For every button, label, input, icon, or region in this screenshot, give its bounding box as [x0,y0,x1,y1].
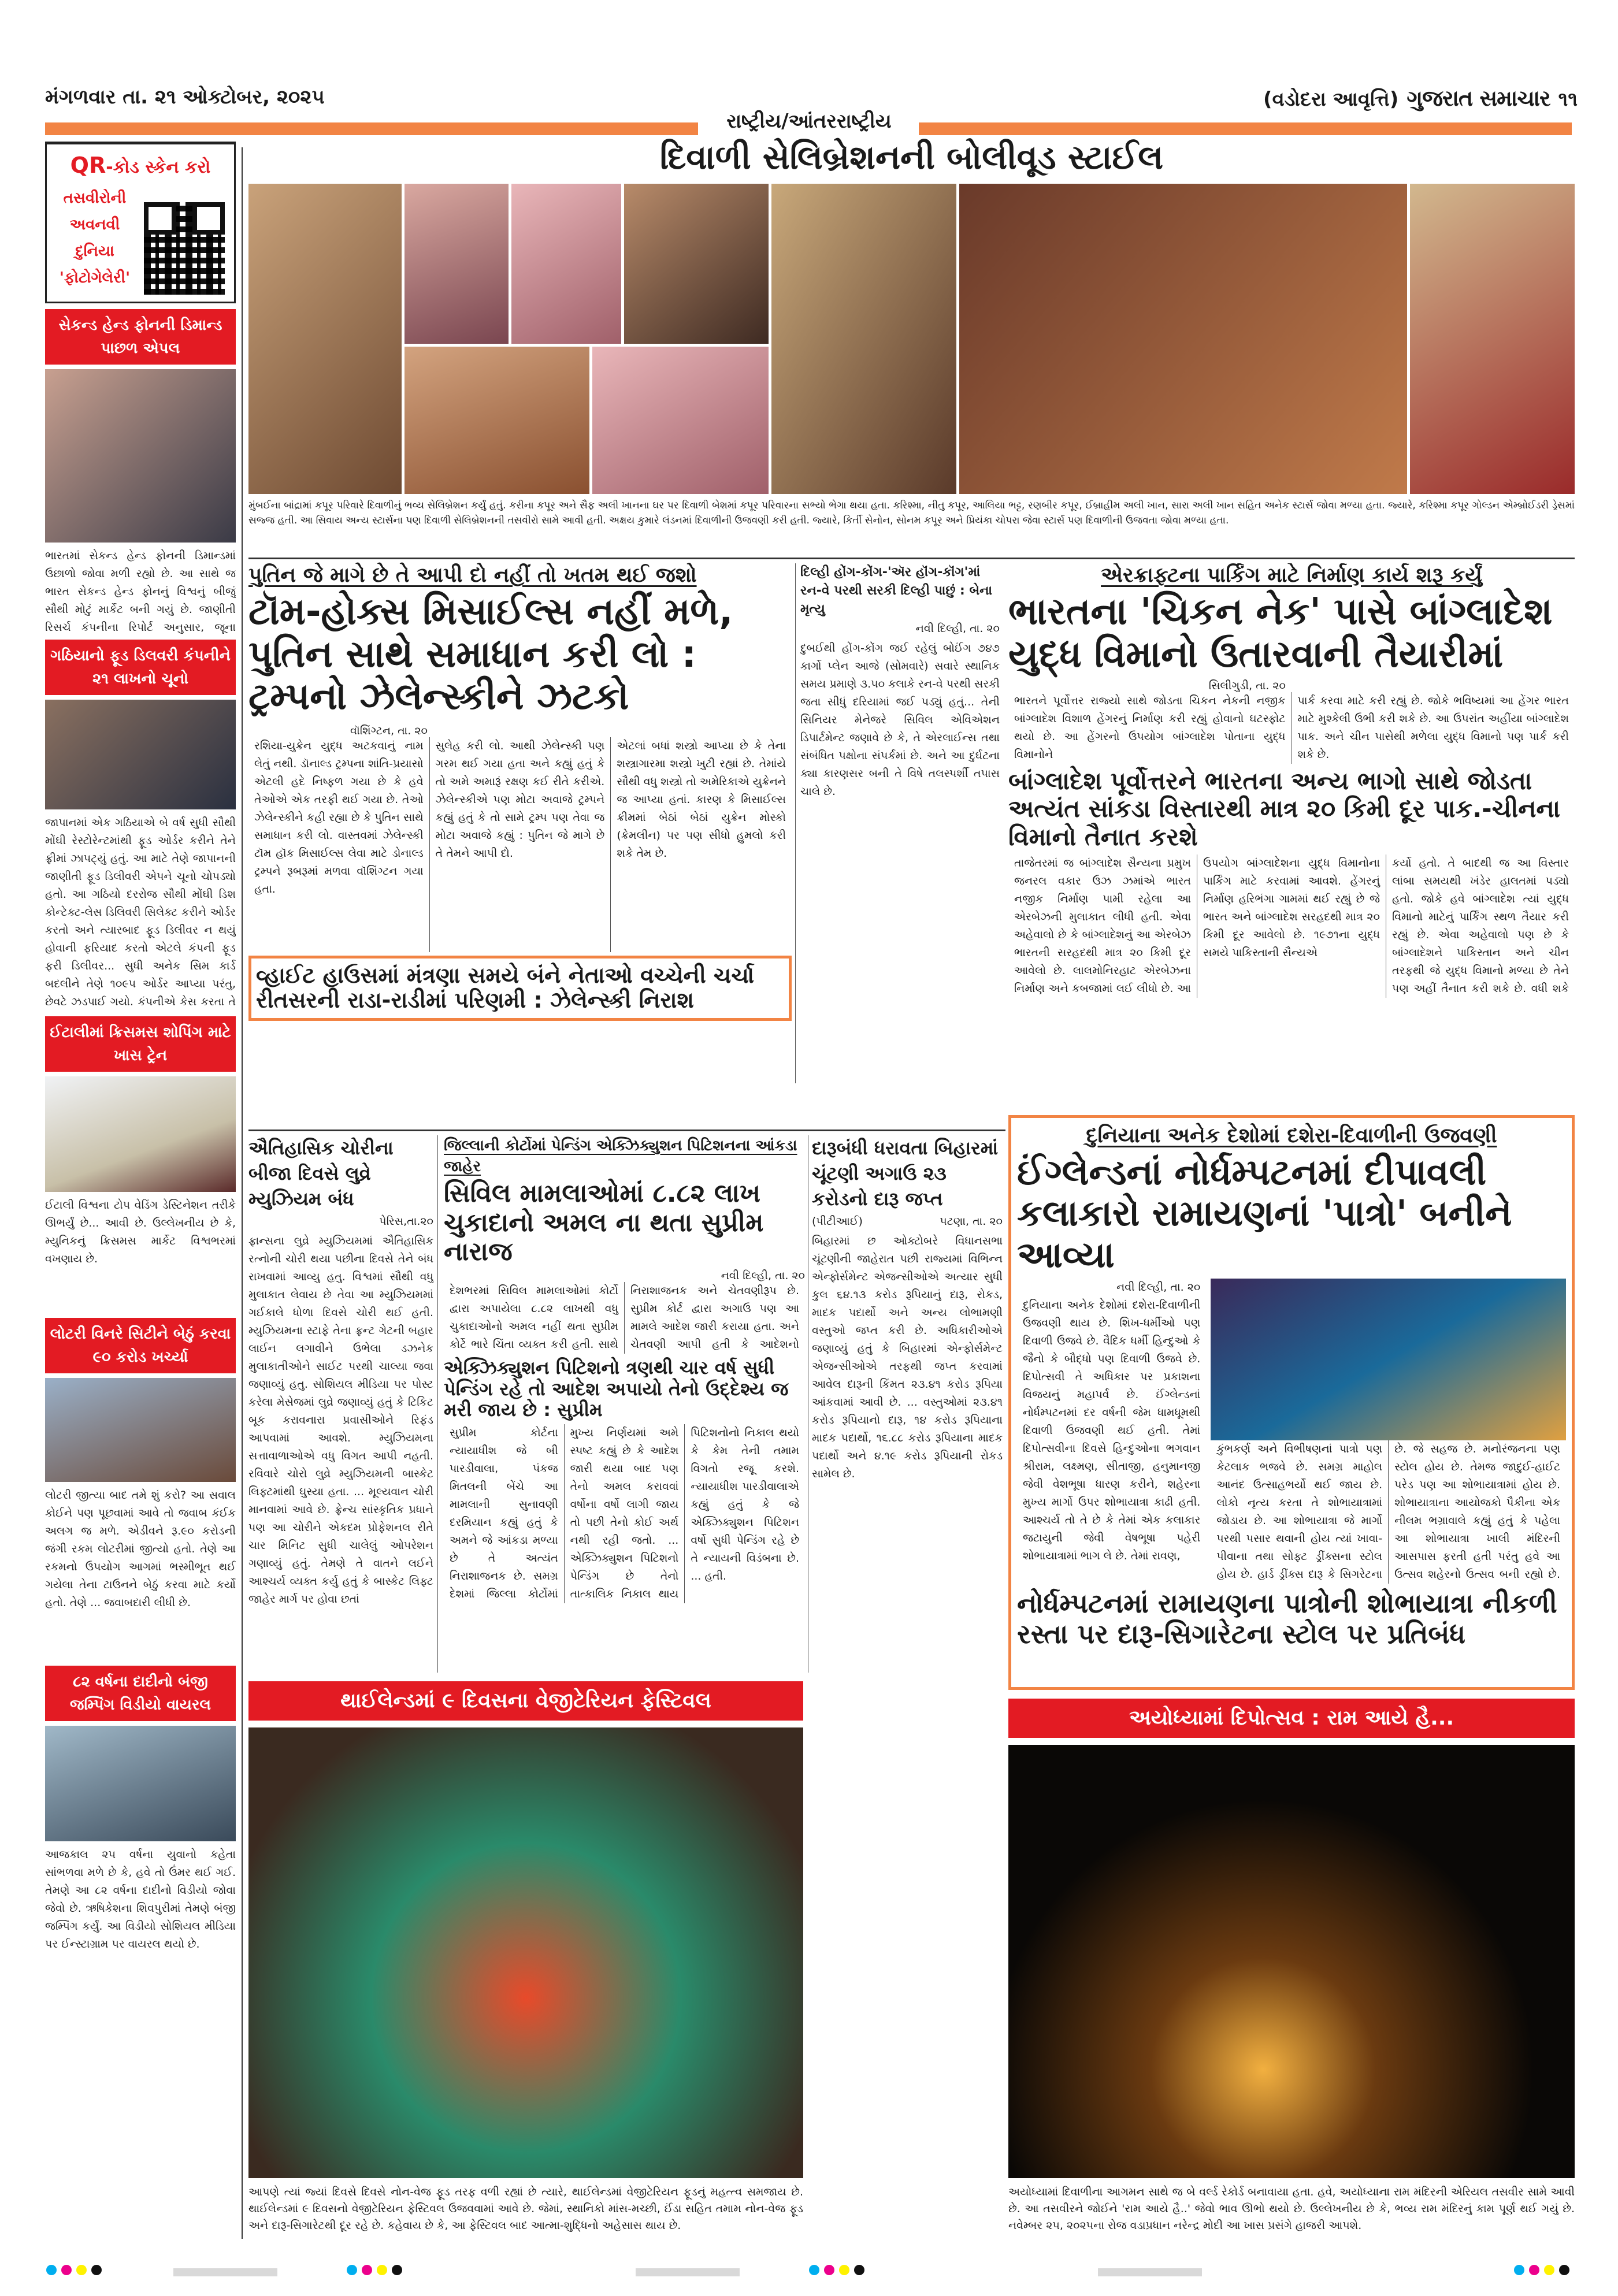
edition-label: (વડોદરા આવૃત્તિ) [1263,88,1399,111]
iphone-photo [45,369,236,543]
column-divider [437,1135,438,1673]
celebrity-photo [1410,184,1575,494]
cyan-dot [347,2265,357,2275]
article-headline: ટૉમ-હોક્સ મિસાઈલ્સ નહીં મળે, પુતિન સાથે સમાધાન કરી લો : ટ્રમ્પનો ઝેલેન્સ્કીને ઝટકો [248,590,733,719]
sidebar-story-text: ભારતમાં સેકન્ડ હેન્ડ ફોનની ડિમાન્ડમાં ઉછાળો જોવા મળી રહ્યો છે. આ સાથે જ ભારત સેકન્ડ હેન્ડ ફોનનું વિશ્વનું બીજું સૌથી મોટું માર્કેટ બની ગયું છે. જાણીતી રિસર્ચ કંપનીના રિપોર્ટ અનુસાર, જૂના [45,549,236,634]
article-subhead: એક્ઝિક્યુશન પિટિશનો ત્રણથી ચાર વર્ષ સુધી પેન્ડિંગ રહે તો આદેશ અપાયો તેનો ઉદ્દેશ્ય જ મરી જાય છે : સુપ્રીમ [444,1356,789,1421]
color-registration-marks [1514,2265,1569,2275]
article-column: કુંભકર્ણ અને વિભીષણનાં પાત્રો પણ કેટલાક ભજવે છે. સમગ્ર માહોલ આનંદ ઉત્સાહભર્યો થઈ જાય છે. લોકો નૃત્ય કરતા તે શોભાયાત્રામાં જોડાય છે. આ શોભાયાત્રા જે માર્ગો પરથી પસાર થવાની હોય ત્યાં ખાવા-પીવાના તથા સોફ્ટ ડ્રીંક્સના સ્ટોલ હોય છે. હાર્ડ ડ્રીંક્સ દારૂ કે સિગરેટના [1216,1442,1383,1581]
ram-mandir-aerial-photo [1008,1745,1575,2178]
black-dot [1559,2265,1569,2275]
yellow-dot [1544,2265,1554,2275]
article-kicker: દુનિયાના અનેક દેશોમાં દશેરા-દિવાળીની ઉજવણી [1086,1124,1497,1147]
yellow-dot [839,2265,849,2275]
putin-article [248,563,792,1021]
black-dot [392,2265,402,2275]
court-article [444,1135,805,1673]
bangladesh-article [1008,563,1575,1109]
sidebar-headline: સેકન્ડ હેન્ડ ફોનની ડિમાન્ડ પાછળ એપલ [45,309,236,365]
kapoor-family-photo [959,184,1407,494]
qr-text: તસવીરોની અવનવી દુનિયા 'ફોટોગેલેરી' [59,190,131,287]
celebrity-photo [404,347,589,494]
article-column: કર્યો હતો. તે બાદથી જ આ વિસ્તાર લાંબા સમયથી ખંડેર હાલતમાં પડ્યો હતો. જોકે હવે બાંગ્લાદેશ ત્યાં યુદ્ધ વિમાનો માટેનું પાર્કિંગ સ્થળ તૈયાર કરી રહ્યું છે. એવા અહેવાલો પણ છે કે બાંગ્લાદેશને પાકિસ્તાન અને ચીન તરફથી જે યુદ્ધ વિમાનો મળ્યા છે તેને પણ અહીં તૈનાત કરી શકે છે. વધી શકે [1386,855,1575,998]
sidebar-story-text: આજકાલ ૨૫ વર્ષના યુવાનો કહેતા સાંભળવા મળે છે કે, હવે તો ઉંમર થઈ ગઈ. તેમણે આ ૮૨ વર્ષના દાદીનો વિડીયો જોવા જેવો છે. ઋષિકેશના શિવપુરીમાં તેમણે બંજી જમ્પિંગ કર્યું. આ વિડીયો સોશિયલ મીડિયા પર ઈન્સ્ટાગ્રામ પર વાયરલ થયો છે. [45,1848,236,1951]
dateline: નવી દિલ્હી, તા. ૨૦ [915,622,1000,635]
yellow-dot [76,2265,87,2275]
qr-title: QR-કોડ સ્કેન કરો [70,153,211,178]
article-column: પાર્ક કરવા માટે કરી રહ્યું છે. જોકે ભવિષ્યમાં આ હેંગર ભારત માટે મુશ્કેલી ઉભી કરી શકે છે. આ ઉપરાંત અહીંયા બાંગ્લાદેશ પાક. અને ચીન પાસેથી મળેલા યુદ્ધ વિમાનો પણ પાર્ક કરી શકે છે. [1292,692,1575,764]
article-headline: ભારતના 'ચિકન નેક' પાસે બાંગ્લાદેશ યુદ્ધ વિમાનો ઉતારવાની તૈયારીમાં [1008,590,1553,676]
northampton-article [1008,1115,1575,1690]
dateline: નવી દિલ્હી, તા. ૨૦ [721,1269,805,1282]
article-column: દેશભરમાં સિવિલ મામલાઓમાં કોર્ટો દ્વારા અપાયેલા ૮.૮૨ લાખથી વધુ ચુકાદાઓનો અમલ નહીં થતા સુપ્રીમ કોર્ટે ભારે ચિંતા વ્યક્ત કરી હતી. સાથે [450,1284,618,1351]
article-columns [248,737,792,952]
article-columns [1008,855,1575,998]
dateline: પેરિસ,તા.૨૦ [379,1215,433,1228]
article-column: રશિયા-યુક્રેન યુદ્ધ અટકવાનું નામ લેતું નથી. ડૉનાલ્ડ ટ્રમ્પના શાંતિ-પ્રયાસો એટલી હદે નિષ્ફળ ગયા છે કે હવે તેઓએ એક તરફી થઈ ગયા છે. તેઓ ઝેલેન્સ્કીને કહી રહ્યા છે કે પુતિન સાથે સમાધાન કરી લો. વાસ્તવમાં ઝેલેન્સ્કી ટૉમ હૉક મિસાઈલ્સ લેવા માટે ડોનાલ્ડ ટ્રમ્પને રૂબરૂમાં મળવા વૉશિંગ્ટન ગયા હતા. [254,739,424,896]
column-divider [242,147,243,2239]
dateline-row [812,1215,1003,1228]
left-sidebar [45,142,236,1973]
magenta-dot [824,2265,834,2275]
newspaper-name: ગુજરાત સમાચાર [1407,86,1550,111]
sidebar-headline: ૮૨ વર્ષના દાદીનો બંજી જમ્પિંગ વિડીયો વાયરલ [45,1666,236,1721]
header-rule-right [919,122,1572,135]
thailand-caption: આપણે ત્યાં જ્યાં દિવસે દિવસે નોન-વેજ ફૂડ તરફ વળી રહ્યાં છે ત્યારે, થાઈલેન્ડમાં વેજીટેરિયન ફૂડનું મહત્ત્વ સમજાય છે. થાઈલેન્ડમાં ૯ દિવસનો વેજીટેરિયન ફેસ્ટિવલ ઉજવવામાં આવે છે. જેમાં, સ્થાનિકો માંસ-મચ્છી, ઈંડા સહિત તમામ નોન-વેજ ફૂડ અને દારૂ-સિગારેટથી દૂર રહે છે. કહેવાય છે કે, આ ફેસ્ટિવલ બાદ આત્મા-શુદ્ધિનો અહેસાસ થાય છે. [248,2186,803,2232]
page-number: ૧૧ [1558,88,1578,111]
sidebar-headline: લોટરી વિનરે સિટીને બેઠું કરવા ૯૦ કરોડ ખર્ચ્યા [45,1318,236,1373]
color-registration-marks [809,2265,864,2275]
magenta-dot [61,2265,72,2275]
article-headline: સિવિલ મામલાઓમાં ૮.૮૨ લાખ ચુકાદાનો અમલ ના થતા સુપ્રીમ નારાજ [444,1179,764,1267]
black-dot [91,2265,102,2275]
footer-bar [1098,2268,1202,2276]
article-column: તાજેતરમાં જ બાંગ્લાદેશ સૈન્યના પ્રમુખ જનરલ વકાર ઉઝ ઝમાંએ ભારત નજીક નિર્માણ પામી રહેલા આ એરબેઝની મુલાકાત લીધી હતી. એવા અહેવાલો છે કે બાંગ્લાદેશનું આ એરબેઝ ભારતની સરહદથી માત્ર ૨૦ કિમી દૂર આવેલો છે. લાલમોનિરહાટ એરબેઝના નિર્માણ અને કબજામાં લઈ લીધો છે. આ [1014,857,1191,995]
vegetarian-festival-photo [248,1727,803,2178]
article-column: નિરાશાજનક અને ચેતવણીરૂપ છે. સુપ્રીમ કોર્ટ દ્વારા અગાઉ પણ આ મામલે આદેશ જારી કરાયા હતા. અને ચેતવણી આપી હતી કે આદેશનો [624,1282,805,1354]
divider [248,558,1575,559]
celebrity-photo [511,184,621,344]
magenta-dot [1529,2265,1539,2275]
article-column: સુલેહ કરી લો. આથી ઝેલેન્સ્કી પણ ગરમ થઈ ગયા હતા અને કહ્યું હતું કે તો અમે અમારૂં રક્ષણ કઈ રીતે કરીએ. ઝેલેન્સ્કીએ પણ મોટા અવાજે ટ્રમ્પને કહ્યું હતું કે તો સામે ટ્રમ્પ પણ તેવા જ મોટા અવાજે કહ્યું : પુતિન જે માગે છે તે તેમને આપી દો. [429,737,611,952]
article-columns [444,1424,805,1603]
article-columns [1211,1440,1566,1584]
cyan-dot [809,2265,819,2275]
sidebar-headline: ગઠિયાનો ફૂડ ડિલવરી કંપનીને ૨૧ લાખનો ચૂનો [45,640,236,695]
black-dot [854,2265,864,2275]
dateline: પટણા, તા. ૨૦ [940,1215,1003,1228]
article-body: ફ્રાન્સના લુવ્રે મ્યુઝિયમમાં ઐતિહાસિક રત્નોની ચોરી થયા પછીના દિવસે તેને બંધ રાખવામાં આવ્યુ હતુ. વિશ્વમાં સૌથી વધુ મુલાકાત લેવાય છે તેવા આ મ્યુઝિયમમાં ગઈકાલે ધોળા દિવસે ચોરી થઈ હતી. મ્યુઝિયમના સ્ટાફે તેના ફ્રન્ટ ગેટની બહાર લાઈન લગાવીને ઉભેલા ડઝનેક મુલાકાતીઓને સાઈટ પરથી ચાલ્યા જવા જણાવ્યું હતુ. સોશિયલ મીડિયા પર પોસ્ટ કરેલા મેસેજમાં લુવ્રે જણાવ્યું હતું કે ટિકિટ બૂક કરાવનારા પ્રવાસીઓને રિફંડ આપવામાં આવશે. મ્યુઝિયમના સત્તાવાળાઓએ વધુ વિગત આપી નહતી. રવિવારે ચોરો લુવ્રે મ્યુઝિયમની બાસ્કેટ લિફ્ટમાંથી ઘુસ્યા હતા. ... મૂલ્યવાન ચોરી માનવામાં આવે છે. ફ્રેન્ચ સાંસ્કૃતિક પ્રધાને પણ આ ચોરીને એકદમ પ્રોફેશનલ રીતે ચાર મિનિટ સુધી ચાલેલું ઓપરેશન ગણાવ્યું હતું. તેમણે તે વાતને લઈને આશ્ચર્ય વ્યક્ત કર્યુ હતું કે બાસ્કેટ લિફ્ટ જાહેર માર્ગ પર હોવા છતાં [248,1235,433,1606]
article-column: ભારતને પૂર્વોત્તર રાજ્યો સાથે જોડતા ચિકન નેકની નજીક બાંગ્લાદેશ વિશાળ હેંગરનું નિર્માણ કરી રહ્યું હોવાનો ઘટસ્ફોટ થયો છે. આ હેંગરનો ઉપયોગ બાંગ્લાદેશ પોતાના યુદ્ધ વિમાનોને [1014,694,1286,761]
sidebar-story-text: જાપાનમાં એક ગઠિયાએ બે વર્ષ સુધી સૌથી મોંઘી રેસ્ટોરેન્ટમાંથી ફૂડ ઓર્ડર કરીને તેને ફ્રીમાં ઝાપટ્યું હતું. આ માટે તેણે જાપાનની જાણીતી ફૂડ ડિલીવરી એપને ચૂનો ચોપડ્યો હતો. આ ગઠિયો દરરોજ સૌથી મોંઘી ડિશ કોન્ટેક્ટ-લેસ ડિલિવરી સિલેક્ટ કરીને ઓર્ડર કરતો અને ત્યારબાદ ફૂડ ડિલીવર ન થયું હોવાની ફરિયાદ કરતો એટલે કંપની ફૂડ ફરી ડિલીવર... સુધી અનેક સિમ કાર્ડ બદલીને તેણે ૧૦૯૫ ઓર્ડર આપ્યા પરંતુ, છેવટે ઝડપાઈ ગયો. કંપનીએ કેસ કરતા તે [45,816,236,1008]
color-registration-marks [46,2265,102,2275]
celebrity-photo [404,184,509,344]
masthead-right [1263,86,1578,112]
ramayan-procession-photo [1211,1279,1566,1440]
article-kicker: એરક્રાફ્ટના પાર્કિંગ માટે નિર્માણ કાર્ય શરૂ કર્યું [1101,563,1482,587]
column-divider [795,563,796,1083]
flight-article [800,563,1000,1083]
article-kicker: જિલ્લાની કોર્ટોમાં પેન્ડિંગ એક્ઝિક્યુશન પિટિશનના આંકડા જાહેર [444,1137,797,1175]
footer-bar [173,2268,277,2276]
celebrity-photo [592,347,769,494]
article-headline: દારૂબંધી ધરાવતા બિહારમાં ચૂંટણી અગાઉ ૨૩ કરોડનો દારૂ જપ્ત [812,1137,999,1210]
sidebar-headline: ઈટાલીમાં ક્રિસમસ શોપિંગ માટે ખાસ ટ્રેન [45,1016,236,1072]
bihar-article [812,1135,1003,2247]
page-title: દિવાળી સેલિબ્રેશનની બોલીવૂડ સ્ટાઈલ [659,138,1164,177]
article-body: દુબઈથી હોંગ-કોંગ જઈ રહેલું બોઈંગ ૭૪૭ કાર્ગો પ્લેન આજે (સોમવારે) સવારે સ્થાનિક સમય પ્રમાણે ૩.૫૦ કલાકે રન-વે પરથી સરકી જતા સીધું દરિયામાં જઈ પડ્યું હતું... તેની સિનિયર મેનેજરે સિવિલ એવિએશન ડિપાર્ટમેન્ટ જણાવે છે કે, તે એરલાઈન્સ તથા સંબંધિત પક્ષોના સંપર્કમાં છે. અને આ દુર્ઘટના ક્યા કારણસર બની તે વિષે તલસ્પર્શી તપાસ ચાલે છે. [800,642,1000,798]
celebrity-photo [624,184,769,344]
lottery-winner-photo [45,1378,236,1482]
magenta-dot [362,2265,372,2275]
bungee-grandma-photo [45,1726,236,1841]
article-column: એટલાં બધાં શસ્ત્રો આપ્યા છે કે તેના શસ્ત્રાગારમા શસ્ત્રો ખુટી રહ્યાં છે. તેમાંયે સૌથી વધુ શસ્ત્રો તો અમેરિકાએ યુક્રેનને જ આપ્યા હતાં. કારણ કે મિસાઈલ્સ ક્રીમમાં બેઠાં બેઠાં યુક્રેન મોસ્કો (ક્રેમલીન) પર પણ સીધો હુમલો કરી શકે તેમ છે. [610,737,792,952]
dateline: સિલીગુડી, તા. ૨૦ [1208,679,1286,693]
sidebar-story-text: લોટરી જીત્યા બાદ તમે શું કરો? આ સવાલ કોઈને પણ પૂછવામાં આવે તો જવાબ કંઈક અલગ જ મળે. એડીવને રૂ.૯૦ કરોડની જંગી રકમ લોટરીમાં જીત્યો હતો. તેણે આ રકમનો ઉપયોગ આગમાં ભસ્મીભૂત થઈ ગયેલા તેના ટાઉનને બેઠું કરવા માટે કર્યો હતો. તેણે ... જવાબદારી લીધી છે. [45,1489,236,1609]
article-kicker: પુતિન જે માગે છે તે આપી દો નહીં તો ખતમ થઈ જશો [248,563,697,587]
article-headline: ઐતિહાસિક ચોરીના બીજા દિવસે લુવ્રે મ્યુઝિયમ બંધ [248,1137,394,1210]
cyan-dot [1514,2265,1524,2275]
article-column: નવી દિલ્હી, તા. ૨૦ દુનિયાના અનેક દેશોમાં દશેરા-દિવાળીની ઉજવણી થાય છે. શિખ-ધર્મીઓ પણ દિવાળી ઉજવે છે. વૈદિક ધર્મી હિન્દુઓ કે જૈનો કે બૌદ્ધો પણ દિવાળી ઉજવે છે. દિપોત્સવી તે અધિકાર પર પ્રકાશના વિજયનું મહાપર્વ છે. ઈંગ્લેન્ડનાં નોર્ધમ્પટનમાં દર વર્ષની જેમ ધામધૂમથી દિવાળી ઉજવણી થઈ હતી. તેમાં દિપોત્સવીના દિવસે હિન્દુઓના ભગવાન શ્રીરામ, લક્ષ્મણ, સીતાજી, હનુમાનજી જેવી વેશભૂષા ધારણ કરીને, શહેરના મુખ્ય માર્ગો ઉપર શોભાયાત્રા કાઢી હતી. આશ્ચર્ય તો તે છે કે તેમાં એક કલાકાર જટાયુની જેવી વેષભૂષા પહેરી શોભાયાત્રામાં ભાગ લે છે. તેમાં રાવણ, [1017,1279,1206,1584]
article-headline: દિલ્હી હોંગ-કોંગ-'ઍર હૉંગ-કૉંગ'માં રન-વે પરથી સરકી દિલ્હી પાછું : બેના મૃત્યુ [800,565,992,616]
article-column: પિટિશનોનો નિકાલ થયો કે કેમ તેની તમામ વિગતો રજૂ કરશે. ન્યાયાધીશ પારડીવાલાએ કહ્યું હતું કે જે એક્ઝિક્યુશન પિટિશન વર્ષો સુધી પેન્ડિંગ રહે છે તે ન્યાયની વિડંબના છે. ... હતી. [684,1424,805,1603]
article-column: ઉપયોગ બાંગ્લાદેશના યુદ્ધ વિમાનોના પાર્કિંગ માટે કરવામાં આવશે. હેંગરનું નિર્માણ હરિભંગા ગામમાં થઈ રહ્યું છે જે ભારત અને બાંગ્લાદેશ સરહદથી માત્ર ૨૦ કિમી દૂર આવેલો છે. ૧૯૭૧ના યુદ્ધ સમયે પાકિસ્તાની સૈન્યએ [1197,855,1386,998]
article-lead [1008,692,1575,764]
qr-code-icon[interactable] [144,202,225,295]
cyan-dot [46,2265,57,2275]
dateline: વૉશિંગ્ટન, તા. ૨૦ [350,724,428,737]
color-registration-marks [347,2265,402,2275]
louvre-article [248,1135,433,1673]
celebrity-photo [248,184,402,494]
article-body-row [1017,1279,1566,1584]
bollywood-caption: મુંબઈના બાંદ્રામાં કપૂર પરિવારે દિવાળીનું ભવ્ય સેલિબ્રેશન કર્યું હતું. કરીના કપૂર અને સૈફ અલી ખાનના ઘર પર દિવાળી બેશમાં કપૂર પરિવારના સભ્યો ભેગા થયા હતા. કરિશ્મા, નીતુ કપૂર, આલિયા ભટ્ટ, રણબીર કપૂર, ઈબ્રાહીમ અલી ખાન, સારા અલી ખાન સહિત અનેક સ્ટાર્સ જોવા મળ્યા હતા. જ્યારે, કરિશ્મા કપૂર ગોલ્ડન એમ્બ્રોઈડરી ડ્રેસમાં સજ્જ હતી. આ સિવાય અન્ય સ્ટાર્સના પણ દિવાળી સેલિબ્રેશનની તસવીરો સામે આવી હતી. અક્ષય કુમારે લંડનમાં દિવાળીની ઉજવણી કરી હતી. જ્યારે, કિર્તી સેનોન, સોનમ કપૂર અને પ્રિયંકા ચોપરા જેવા સ્ટાર્સ પણ દિવાળીની ઉજવતા જોવા મળ્યા હતા. [248,500,1575,526]
article-subhead: નોર્ધમ્પટનમાં રામાયણના પાત્રોની શોભાયાત્રા નીકળી રસ્તા પર દારૂ-સિગારેટના સ્ટોલ પર પ્રતિબંધ [1017,1587,1557,1649]
dateline: નવી દિલ્હી, તા. ૨૦ [1116,1280,1201,1294]
footer-bar [636,2268,740,2276]
celebrity-photo [771,184,956,494]
ayodhya-caption: અયોધ્યામાં દિવાળીના આગમન સાથે જ બે વર્લ્ડ રેકોર્ડ બનાવાયા હતા. હવે, અયોધ્યાના રામ મંદિરની એરિયલ તસવીર સામે આવી છે. આ તસવીરને જોઈને 'રામ આયે હૈ..' જેવો ભાવ ઊભો થયો છે. ઉલ્લેખનીય છે કે, ભવ્ય રામ મંદિરનું કામ પૂર્ણ થઈ ગયું છે. નવેમ્બર ૨૫, ૨૦૨૫ના રોજ વડાપ્રધાન નરેન્દ્ર મોદી આ ખાસ પ્રસંગે હાજરી આપશે. [1008,2186,1575,2232]
header-rule-left [45,122,698,135]
issue-date: મંગળવાર તા. ૨૧ ઓક્ટોબર, ૨૦૨૫ [45,86,325,109]
article-column: સુપ્રીમ કોર્ટના ન્યાયાધીશ જે બી પારડીવાલા, પંકજ મિતલની બેંચે આ મામલાની સુનાવણી દરમિયાન કહ્યું હતું કે અમને જે આંકડા મળ્યા છે તે અત્યંત નિરાશાજનક છે. સમગ્ર દેશમાં જિલ્લા કોર્ટોમાં [450,1426,558,1601]
section-label: રાષ્ટ્રીય/આંતરરાષ્ટ્રીય [699,110,919,133]
article-column: છે. જે સહજ છે. મનોરંજનના પણ સ્ટોલ હોય છે. તેમજ જાદુઈ-હાઈટ પરેડ પણ આ શોભાયાત્રામાં હોય છે. શોભાયાત્રાના આયોજકો પૈકીના એક નીલમ ભગ્રાવાલે કહ્યું હતું કે પહેલા આ શોભાયાત્રા ખાલી મંદિરની આસપાસ ફરતી હતી પરંતુ હવે આ ઉત્સવ શહેરનો ઉત્સવ બની રહ્યો છે. [1388,1440,1566,1584]
sidebar-story-text: ઈટાલી વિશ્વના ટોપ વેડિંગ ડેસ્ટિનેશન તરીકે ઊભર્યું છે... આવી છે. ઉલ્લેખનીય છે કે, મ્યુનિકનું ક્રિસમસ માર્કેટ વિશ્વભરમાં વખણાય છે. [45,1199,236,1265]
article-lead [444,1282,805,1354]
article-column: મુખ્ય નિર્ણયમાં અમે સ્પષ્ટ કહ્યું છે કે આદેશ જારી થયા બાદ પણ તેનો અમલ કરાવવાં વર્ષોના વર્ષો લાગી જાય તો પછી તેનો કોઈ અર્થ નથી રહી જતો. ... એક્ઝિક્યુશન પિટિશનો પેન્ડિંગ છે તેનો તાત્કાલિક નિકાલ થાય [564,1424,685,1603]
qr-promo-box[interactable] [45,142,236,303]
ayodhya-banner: અયોધ્યામાં દિપોત્સવ : રામ આયે હૈ... [1008,1699,1575,1738]
article-subhead: વ્હાઈટ હાઉસમાં મંત્રણા સમયે બંને નેતાઓ વચ્ચેની ચર્ચા રીતસરની રાડા-રાડીમાં પરિણમી : ઝેલેન્સ્કી નિરાશ [248,956,792,1021]
christmas-train-photo [45,1076,236,1192]
source-credit: (પીટીઆઈ) [812,1215,863,1228]
divider [248,1130,1005,1131]
yellow-dot [377,2265,387,2275]
center-block [1211,1279,1566,1584]
article-subhead: બાંગ્લાદેશ પૂર્વોત્તરને ભારતના અન્ય ભાગો સાથે જોડતા અત્યંત સાંકડા વિસ્તારથી માત્ર ૨૦ કિમી દૂર પાક.-ચીનના વિમાનો તૈનાત કરશે [1008,767,1561,851]
article-body: બિહારમાં છ ઓક્ટોબરે વિધાનસભા ચૂંટણીની જાહેરાત પછી રાજ્યમાં વિભિન્ન એન્ફોર્સમેન્ટ એજન્સીઓએ અત્યાર સુધી કુલ ૬૪.૧૩ કરોડ રૂપિયાનું દારૂ, રોકડ, માદક પદાર્થો અને અન્ય લોભામણી વસ્તુઓ જપ્ત કરી છે. અધિકારીઓએ જણાવ્યું હતું કે બિહારમાં એન્ફોર્સમેન્ટ એજન્સીઓએ તરફથી જપ્ત કરવામાં આવેલ દારૂની કિંમત ૨૩.૪૧ કરોડ રૂપિયા આંકવામાં આવી છે. ... વસ્તુઓમાં ૨૩.૪૧ કરોડ રૂપિયાનો દારૂ, ૧૪ કરોડ રૂપિયાના માદક પદાર્થો, ૧૬.૮૮ કરોડ રૂપિયાના માદક પદાર્થો અને ૪.૧૯ કરોડ રૂપિયાની રોકડ સામેલ છે. [812,1235,1003,1480]
thailand-banner: થાઈલેન્ડમાં ૯ દિવસના વેજીટેરિયન ફેસ્ટિવલ [248,1681,803,1721]
article-headline: ઈંગ્લેન્ડનાં નોર્ધમ્પટનમાં દીપાવલી કલાકારો રામાયણનાં 'પાત્રો' બનીને આવ્યા [1017,1151,1512,1276]
food-photo [45,700,236,809]
